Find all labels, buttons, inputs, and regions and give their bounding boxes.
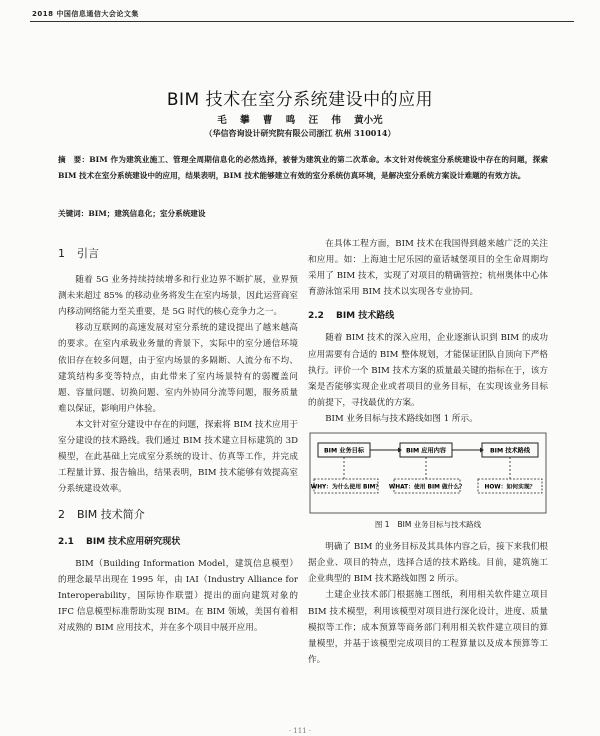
section-title: 引言 [77,247,99,260]
abstract [58,152,548,184]
paragraph: 土建企业技术部门根据施工图纸，利用相关软件建立项目 BIM 技术模型，利用该模型对项目进行深化设计，进度、质量模拟等工作；成本预算等商务部门利用相关软件建立项目的算量模型，并基于该模型完成项目的工程算量以及成本预算等工作。 [308,590,548,665]
author: 汪 伟 [308,115,341,126]
box-label: BIM 业务目标 [323,447,365,455]
question-label: WHY：为什么使用 BIM？ [310,484,382,491]
section-number: 2 [58,508,65,522]
figure-1-diagram [308,431,548,515]
subsection-title: BIM 技术路线 [335,311,395,322]
caption-text: BIM 业务目标与技术路线 [397,520,482,530]
subsection-heading [58,534,298,550]
box-label: BIM 应用内容 [405,447,447,455]
paragraph: 移动互联网的高速发展对室分系统的建设提出了越来越高的要求。在室内承载业务量的背景下，实际中的室分通信环境依旧存在较多问题，由于室内场景的多隔断、人流分布不均、建筑结构多变等特点，由此带来了室内场景特有的弱覆盖问题、容量问题、切换问题、室内外协同分流等问题，服务质量难以保证，影响用户体验。 [58,323,298,414]
author: 曹 鸣 [262,115,296,126]
author-list [0,112,600,126]
section-heading [58,246,298,262]
author: 毛 攀 [217,115,250,126]
abstract-text: BIM 作为建筑业施工、管理全周期信息化的必然选择，被誉为建筑业的第二次革命。本文针对传统室分系统建设中存在的问题，探索 BIM 技术在室分系统建设中的应用，结果表明，BIM 技术能够建立有效的室分系统仿真环境，是解决室分系统方案设计难题的有效方法。 [58,155,548,180]
affiliation: （华信咨询设计研究院有限公司浙江 杭州 310014） [204,128,396,138]
paragraph: 本文针对室分建设中存在的问题，探索将 BIM 技术应用于室分建设的技术路线。我们通过 BIM 技术建立目标建筑的 3D 模型，在此基础上完成室分系统的设计、仿真等工作，并完成工程量计算、报告输出，结果表明，BIM 技术能够有效提高室分系统建设效率。 [58,419,298,495]
figure-frame [310,433,546,513]
paragraph: 随着 BIM 技术的深入应用，企业逐渐认识到 BIM 的成功应用需要有合适的 BIM 整体规划，才能保证团队自顶向下严格执行。评价一个 BIM 技术方案的质量最关键的指标在于，该方案是否能够实现企业或者项目的业务目标，在实现该业务目标的前提下，寻找最优的方案。 [308,333,548,408]
subsection-heading [308,308,548,324]
running-head: 2018 中国信息通信大会论文集 [32,10,139,18]
right-column [308,236,548,668]
figure-caption [308,517,548,533]
keywords [58,208,205,219]
paper-title: BIM 技术在室分系统建设中的应用 [166,90,434,110]
subsection-number: 2.2 [308,311,324,322]
header-rule [30,21,574,22]
box-label: BIM 技术路线 [489,447,531,455]
keywords-label: 关键词： [58,209,89,218]
subsection-number: 2.1 [58,536,74,547]
caption-number: 图 1 [374,520,390,530]
abstract-label: 摘 要： [58,155,90,164]
paragraph: BIM 业务目标与技术路线如图 1 所示。 [325,413,478,424]
paragraph: 明确了 BIM 的业务目标及其具体内容之后，接下来我们根据企业、项目的特点，选择合适的技术路线。目前，建筑施工企业典型的 BIM 技术路线如图 2 所示。 [308,542,548,585]
figure-1 [308,431,548,515]
question-label: WHAT：使用 BIM 做什么？ [388,484,466,491]
paragraph: BIM（Building Information Model，建筑信息模型）的理念最早出现在 1995 年，由 IAI（Industry Alliance for Interoperability，国际协作联盟）提出的面向建筑对象的 IFC 信息模型标准帮助实现 BIM。在 BIM 领域，美国有着相对成熟的 BIM 应用技术，并在多个项目中展开应用。 [58,558,298,633]
section-title: BIM 技术简介 [77,508,145,522]
question-label: HOW：如何实现？ [484,484,536,491]
keywords-text: BIM；建筑信息化；室分系统建设 [88,209,206,218]
paragraph: 随着 5G 业务持续持续增多和行业边界不断扩展，业界预测未来超过 85% 的移动业务将发生在室内场景，因此运营商室内移动网络能力至关重要，是 5G 时代的核心竞争力之一。 [58,275,298,318]
section-heading [58,507,298,523]
author: 黄小光 [354,115,383,126]
paragraph: 在具体工程方面，BIM 技术在我国得到越来越广泛的关注和应用。如：上海迪士尼乐园的童话城堡项目的全生命周期均采用了 BIM 技术，实现了对项目的精确管控；杭州奥体中心体育游泳馆采用 BIM 技术以实现各专业协同。 [308,239,548,298]
page-number: · 111 · [288,727,312,735]
left-column [58,236,298,636]
subsection-title: BIM 技术应用研究现状 [85,536,181,547]
section-number: 1 [58,247,65,260]
